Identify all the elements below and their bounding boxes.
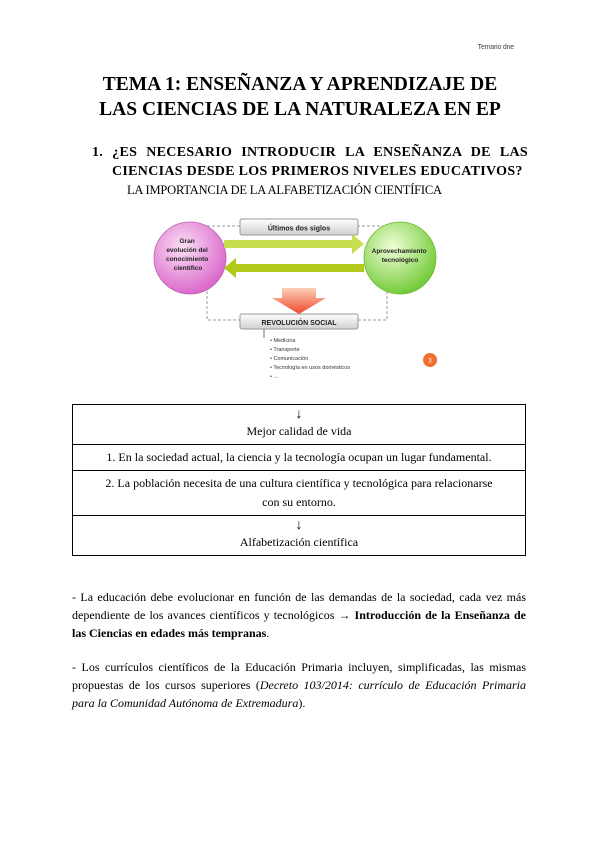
paragraph-curricula-citation: Decreto 103/2014: currículo de Educación Primaria para la Comunidad Autónoma de Extremadura [72, 678, 526, 710]
top-box-label: Últimos dos siglos [267, 225, 331, 233]
bullet-item: • Tecnología en usos domésticos [270, 365, 351, 371]
bullet-item: • Comunicación [270, 356, 309, 362]
paragraph-education-text: - La educación debe evolucionar en función de las demandas de la sociedad, cada vez más dependiente de los avances científicos y tecnológicos → [72, 590, 526, 622]
left-circle-line-2: evolución del [166, 247, 208, 254]
science-revolution-diagram [152, 208, 442, 386]
society-cell: 1. En la sociedad actual, la ciencia y la tecnología ocupan un lugar fundamental. [73, 445, 526, 471]
paragraph-education-end: . [266, 626, 270, 640]
paragraph-education [72, 588, 526, 642]
page-title [60, 72, 540, 122]
table-row [73, 471, 526, 516]
down-arrow-icon: ↓ [295, 518, 303, 533]
right-circle-line-1: Aprovechamiento [371, 248, 427, 255]
bullet-item: • ... [270, 374, 279, 380]
scientific-literacy-text: Alfabetización científica [239, 535, 359, 549]
down-arrow-icon: ↓ [295, 407, 303, 422]
left-arrow [224, 258, 364, 278]
bullet-item: • Transporte [270, 347, 300, 353]
left-circle-line-4: científico [173, 265, 203, 272]
section-heading-line-2: CIENCIAS DESDE LOS PRIMEROS NIVELES EDUCATIVOS? [112, 164, 523, 179]
bullet-item: • Medicina [270, 338, 296, 344]
population-text-line-2: con su entorno. [262, 495, 336, 509]
table-row [73, 516, 526, 556]
subheading: LA IMPORTANCIA DE LA ALFABETIZACIÓN CIENTÍFICA [127, 183, 442, 197]
section-heading [92, 143, 528, 181]
paragraph-education-bold: Introducción de la Enseñanza de las Ciencias en edades más tempranas [72, 608, 526, 640]
quality-of-life-cell [73, 405, 526, 445]
paragraph-curricula-end: ). [298, 696, 306, 710]
left-circle-line-1: Gran [179, 238, 195, 245]
flow-table [72, 404, 526, 556]
paragraph-curricula-text: - Los currículos científicos de la Educación Primaria incluyen, simplificadas, las mismas propuestas de los cursos superiores ( [72, 660, 526, 692]
left-circle-line-3: conocimiento [165, 256, 209, 263]
watermark: Temario dne [477, 44, 514, 51]
table-row [73, 445, 526, 471]
quality-of-life-text: Mejor calidad de vida [246, 424, 352, 438]
title-line-2: LAS CIENCIAS DE LA NATURALEZA EN EP [99, 99, 501, 120]
bullet-list [270, 338, 352, 380]
page-badge-label: 3 [428, 358, 432, 365]
paragraph-curricula [72, 658, 526, 712]
population-cell [73, 471, 526, 516]
bottom-box-label: REVOLUCIÓN SOCIAL [261, 320, 337, 327]
section-heading-line-1: 1. ¿ES NECESARIO INTRODUCIR LA ENSEÑANZA DE LAS [92, 145, 528, 160]
right-circle-line-2: tecnológico [381, 257, 419, 264]
scientific-literacy-cell [73, 516, 526, 556]
title-line-1: TEMA 1: ENSEÑANZA Y APRENDIZAJE DE [102, 74, 498, 95]
right-arrow [224, 234, 364, 254]
table-row [73, 405, 526, 445]
population-text-line-1: 2. La población necesita de una cultura científica y tecnológica para relacionarse [105, 476, 493, 490]
down-arrow [272, 288, 326, 314]
